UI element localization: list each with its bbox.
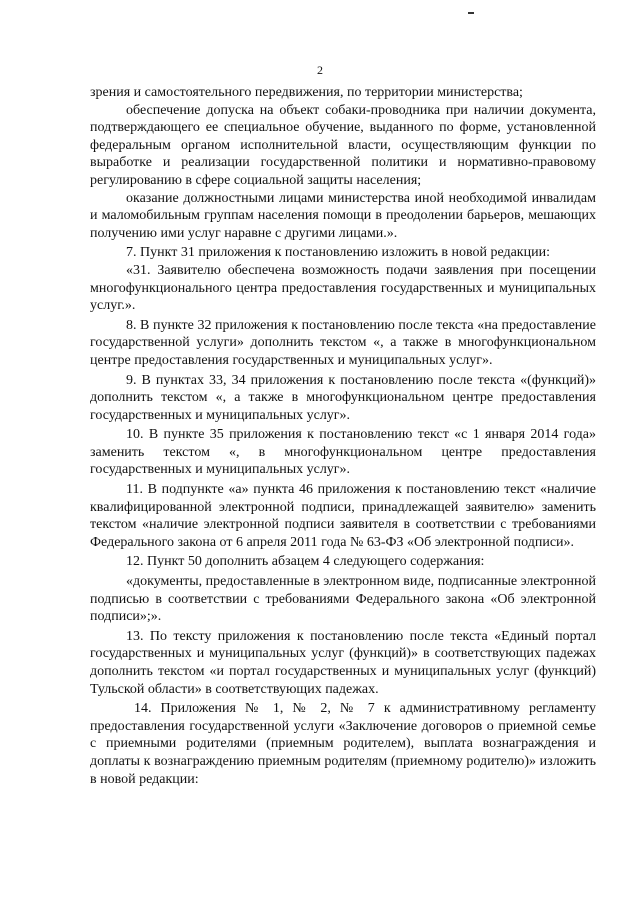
paragraph-item-7: 7. Пункт 31 приложения к постановлению изложить в новой редакции: — [126, 245, 550, 261]
paragraph-item-14: 14. Приложения № 1, № 2, № 7 к административному регламенту предоставления государственной услуги «Заключение договоров о приемной семье с приемными родителями (приемным родителем), выплата вознаграждения и доплаты к вознаграждению приемным родителям (приемному родителю)» изложить в новой редакции: — [90, 701, 596, 787]
paragraph-continuation: зрения и самостоятельного передвижения, по территории министерства; — [90, 85, 523, 100]
paragraph-item-12: 12. Пункт 50 дополнить абзацем 4 следующего содержания: — [126, 554, 485, 570]
paragraph-assistance: оказание должностными лицами министерства иной необходимой инвалидам и маломобильным группам населения помощи в преодолении барьеров, мешающих получению ими услуг наравне с другими лицами.». — [90, 190, 596, 241]
scan-mark — [468, 12, 474, 14]
paragraph-item-31: «31. Заявителю обеспечена возможность подачи заявления при посещении многофункционального центра предоставления государственных и муниципальных услуг.». — [90, 262, 596, 314]
paragraph-guide-dog: обеспечение допуска на объект собаки-проводника при наличии документа, подтверждающего ее специальное обучение, выданного по форме, установленной федеральным органом исполнительной власти, осуществляющим функции по выработке и реализации государственной политики и нормативно-правовому регулированию в сфере социальной защиты населения; — [90, 102, 596, 188]
document-body — [90, 84, 596, 788]
paragraph-item-9: 9. В пунктах 33, 34 приложения к постановлению после текста «(функций)» дополнить текстом «, а также в многофункциональном центре предоставления государственных и муниципальных услуг». — [90, 372, 596, 423]
paragraph-item-13: 13. По тексту приложения к постановлению после текста «Единый портал государственных и муниципальных услуг (функций)» в соответствующих падежах дополнить текстом «и портал государственных и муниципальных услуг (функций) Тульской области» в соответствующих падежах. — [90, 628, 596, 697]
page-number: 2 — [317, 63, 323, 77]
paragraph-item-11: 11. В подпункте «а» пункта 46 приложения к постановлению текст «наличие квалифицированной электронной подписи, принадлежащей заявителю» заменить текстом «наличие электронной подписи заявителя в соответствии с требованиями Федерального закона от 6 апреля 2011 года № 63-ФЗ «Об электронной подписи». — [90, 482, 596, 550]
paragraph-item-12-text: «документы, предоставленные в электронном виде, подписанные электронной подписью в соответствии с требованиями Федерального закона «Об электронной подписи»;». — [90, 574, 596, 625]
paragraph-item-8: 8. В пункте 32 приложения к постановлению после текста «на предоставление государственной услуги» дополнить текстом «, а также в многофункциональном центре предоставления государственных и муниципальных услуг». — [90, 317, 596, 368]
paragraph-item-10: 10. В пункте 35 приложения к постановлению текст «с 1 января 2014 года» заменить текстом «, в многофункциональном центре предоставления государственных и муниципальных услуг». — [90, 427, 596, 478]
